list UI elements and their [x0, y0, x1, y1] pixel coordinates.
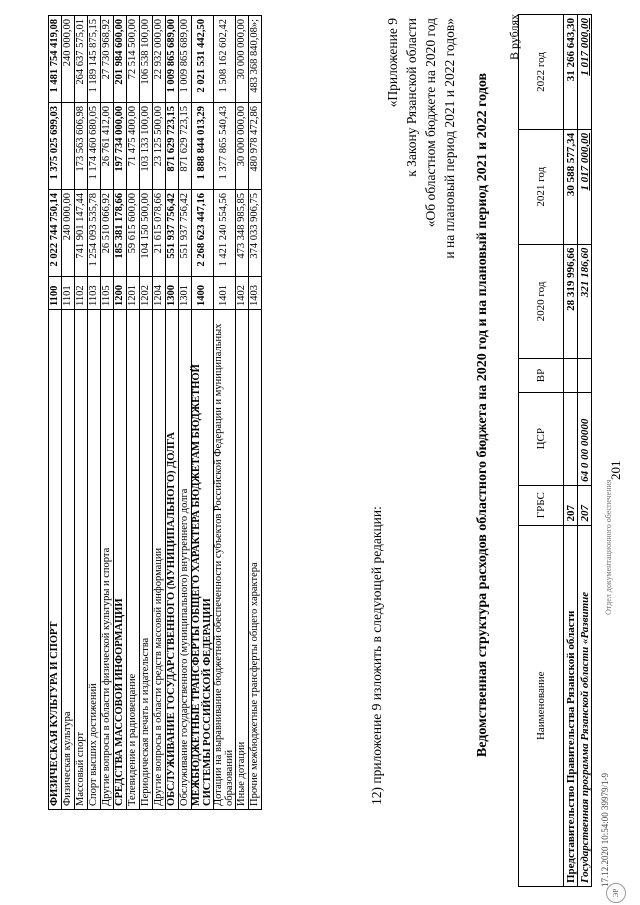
row-2021: 30 000 000,00 [236, 103, 249, 190]
row-2021: 871 629 723,15 [166, 103, 179, 190]
row-2022: 27 730 968,92 [101, 16, 114, 103]
row-2020: 473 348 985,85 [236, 190, 249, 277]
row-name: Государственная программа Рязанской области «Развитие [578, 525, 592, 886]
appendix-line-4: и на плановый период 2021 и 2022 годов» [442, 18, 457, 259]
row-2021: 23 125 500,00 [153, 103, 166, 190]
row-2021: 30 588 577,34 [564, 129, 578, 244]
row-2021: 1 174 460 680,05 [88, 103, 101, 190]
row-2022: 240 000,00 [62, 16, 75, 103]
row-name: Дотации на выравнивание бюджетной обеспеченности субъектов Российской Федерации и муниципальных образований [214, 310, 236, 810]
row-name: Телевидение и радиовещание [127, 310, 140, 810]
row-2020: 104 150 500,00 [140, 190, 153, 277]
row-2022: 22 932 000,00 [153, 16, 166, 103]
table-row [62, 16, 75, 810]
row-code: 1200 [114, 277, 127, 310]
row-grbs: 207 [578, 485, 592, 525]
row-2022: 31 266 643,30 [564, 15, 578, 130]
row-2020: 374 033 906,75 [249, 190, 262, 277]
row-2021: 197 734 000,00 [114, 103, 127, 190]
row-2021 [62, 103, 75, 190]
table-row [564, 15, 578, 887]
row-name: Обслуживание государственного (муниципального) внутреннего долга [179, 310, 192, 810]
row-name: Периодическая печать и издательства [140, 310, 153, 810]
table-row [179, 16, 192, 810]
row-2020: 21 615 078,66 [153, 190, 166, 277]
appendix-line-1: «Приложение 9 [385, 18, 400, 108]
row-name: Представительство Правительства Рязанской области [564, 525, 578, 886]
row-2022: 72 514 500,00 [127, 16, 140, 103]
row-2021: 173 563 606,98 [75, 103, 88, 190]
expense-table-sections [48, 15, 262, 810]
row-2020: 1 421 240 554,56 [214, 190, 236, 277]
row-name: ФИЗИЧЕСКАЯ КУЛЬТУРА И СПОРТ [49, 310, 62, 810]
header-csr: ЦСР [519, 392, 564, 485]
row-csr [564, 392, 578, 485]
header-vr: ВР [519, 359, 564, 392]
row-name: Физическая культура [62, 310, 75, 810]
table-row [114, 16, 127, 810]
row-name: ОБСЛУЖИВАНИЕ ГОСУДАРСТВЕННОГО (МУНИЦИПАЛЬНОГО) ДОЛГА [166, 310, 179, 810]
table-row [88, 16, 101, 810]
table-row [236, 16, 249, 810]
row-code: 1300 [166, 277, 179, 310]
page-number: 201 [608, 460, 623, 480]
row-name: Другие вопросы в области средств массовой информации [153, 310, 166, 810]
row-2020: 240 000,00 [62, 190, 75, 277]
row-2022: 264 637 575,01 [75, 16, 88, 103]
row-code: 1204 [153, 277, 166, 310]
header-2021: 2021 год [519, 129, 564, 244]
row-2020: 2 022 744 750,14 [49, 190, 62, 277]
header-grbs: ГРБС [519, 485, 564, 525]
row-2022: 1 508 162 602,42 [214, 16, 236, 103]
row-code: 1403 [249, 277, 262, 310]
document-mark: ЭР [606, 883, 626, 903]
row-2022: 201 984 600,00 [114, 16, 127, 103]
row-2021: 1 375 025 699,03 [49, 103, 62, 190]
row-vr [578, 359, 592, 392]
row-name: Массовый спорт [75, 310, 88, 810]
row-2022: 1 009 865 689,00 [179, 16, 192, 103]
row-code: 1105 [101, 277, 114, 310]
row-2021: 1 888 844 013,29 [192, 103, 214, 190]
appendix-line-2: к Закону Рязанской области [404, 18, 419, 177]
row-code: 1100 [49, 277, 62, 310]
row-2022: 106 538 100,00 [140, 16, 153, 103]
table-row [101, 16, 114, 810]
row-2020: 741 901 147,44 [75, 190, 88, 277]
table-row [140, 16, 153, 810]
table-row [49, 16, 62, 810]
row-2021: 1 377 865 540,43 [214, 103, 236, 190]
table-row [127, 16, 140, 810]
table-row [578, 15, 592, 887]
row-2022: 2 021 531 442,50 [192, 16, 214, 103]
row-grbs: 207 [564, 485, 578, 525]
row-code: 1402 [236, 277, 249, 310]
row-name: Прочие межбюджетные трансферты общего характера [249, 310, 262, 810]
table-row [153, 16, 166, 810]
appendix-line-3: «Об областном бюджете на 2020 год [423, 18, 438, 228]
footer-timestamp: 17.12.2020 10:54:00 39979/1-9 [600, 773, 610, 887]
row-2022: 1 017 000,00 [578, 15, 592, 130]
row-2021: 480 978 472,86 [249, 103, 262, 190]
table-row [75, 16, 88, 810]
row-code: 1102 [75, 277, 88, 310]
header-2022: 2022 год [519, 15, 564, 130]
row-2020: 2 268 623 447,16 [192, 190, 214, 277]
row-2020: 28 319 996,66 [564, 244, 578, 359]
row-2022: 1 009 865 689,00 [166, 16, 179, 103]
row-csr: 64 0 00 00000 [578, 392, 592, 485]
departmental-structure-table [518, 14, 592, 887]
row-2022: 1 189 145 875,15 [88, 16, 101, 103]
row-2020: 26 510 066,92 [101, 190, 114, 277]
row-2020: 59 615 600,00 [127, 190, 140, 277]
row-code: 1103 [88, 277, 101, 310]
row-2021: 1 017 000,00 [578, 129, 592, 244]
row-2020: 551 937 756,42 [166, 190, 179, 277]
row-name: Иные дотации [236, 310, 249, 810]
units-label: В рублях [507, 14, 521, 61]
row-2021: 71 475 400,00 [127, 103, 140, 190]
row-2020: 185 381 178,66 [114, 190, 127, 277]
row-name: МЕЖБЮДЖЕТНЫЕ ТРАНСФЕРТЫ ОБЩЕГО ХАРАКТЕРА БЮДЖЕТАМ БЮДЖЕТНОЙ СИСТЕМЫ РОССИЙСКОЙ ФЕДЕРАЦИИ [192, 310, 214, 810]
row-code: 1401 [214, 277, 236, 310]
header-name: Наименование [519, 525, 564, 886]
header-2020: 2020 год [519, 244, 564, 359]
row-code: 1301 [179, 277, 192, 310]
row-name: Спорт высших достижений [88, 310, 101, 810]
row-code: 1201 [127, 277, 140, 310]
row-name: СРЕДСТВА МАССОВОЙ ИНФОРМАЦИИ [114, 310, 127, 810]
row-2022: 30 000 000,00 [236, 16, 249, 103]
table-row [249, 16, 262, 810]
department-stamp: Отдел документационного обеспечения [604, 479, 613, 615]
amendment-paragraph: 12) приложение 9 изложить в следующей редакции: [369, 506, 384, 805]
row-code: 1202 [140, 277, 153, 310]
row-code: 1101 [62, 277, 75, 310]
row-vr [564, 359, 578, 392]
row-name: Другие вопросы в области физической культуры и спорта [101, 310, 114, 810]
row-2020: 551 937 756,42 [179, 190, 192, 277]
row-2020: 1 254 093 535,78 [88, 190, 101, 277]
document-title: Ведомственная структура расходов областного бюджета на 2020 год и на плановый период 2021 и 2022 годов [475, 72, 490, 758]
table-row [214, 16, 236, 810]
row-2022: 1 481 754 419,08 [49, 16, 62, 103]
row-2021: 26 761 412,00 [101, 103, 114, 190]
row-2021: 871 629 723,15 [179, 103, 192, 190]
table-header-row [519, 15, 564, 887]
row-2021: 103 133 100,00 [140, 103, 153, 190]
row-2020: 321 186,60 [578, 244, 592, 359]
table-row [192, 16, 214, 810]
row-2022: 483 368 840,08»; [249, 16, 262, 103]
row-code: 1400 [192, 277, 214, 310]
table-row [166, 16, 179, 810]
